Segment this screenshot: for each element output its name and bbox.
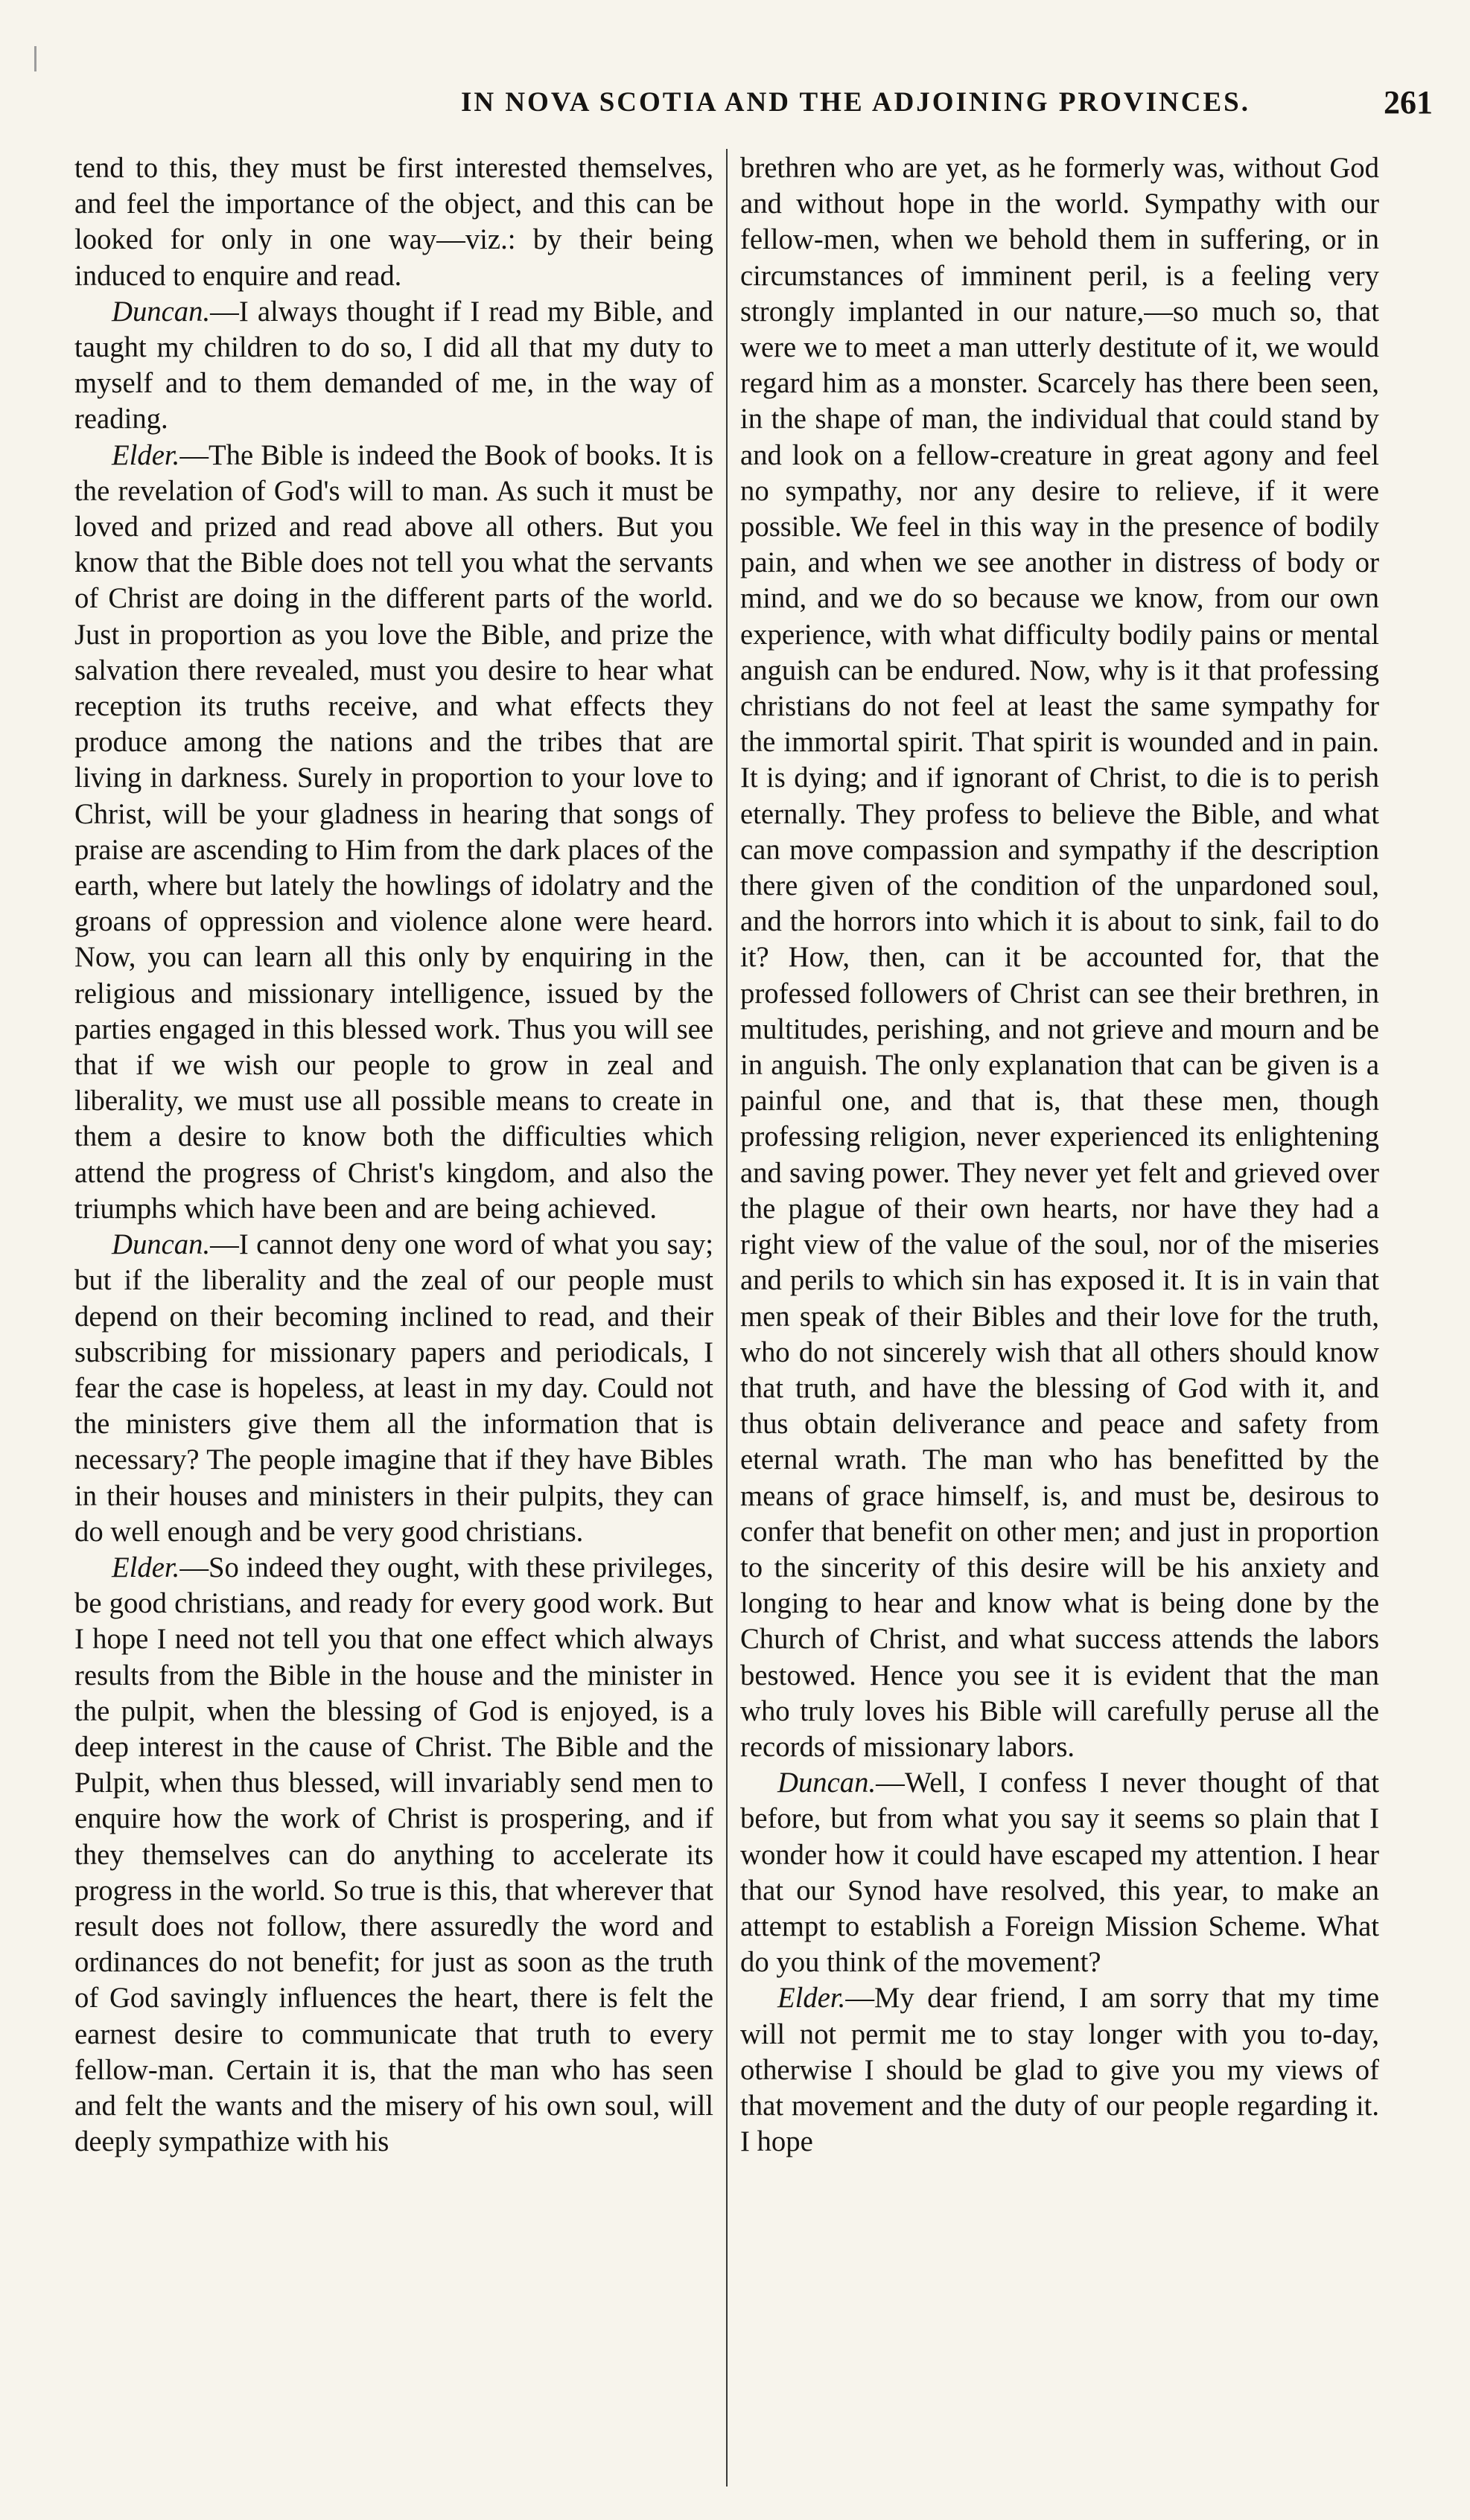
column-divider: [726, 149, 728, 2486]
page-header: [328, 68, 1448, 135]
speaker-name: Elder.: [112, 1551, 180, 1583]
speaker-name: Elder.: [112, 439, 180, 471]
paragraph: [74, 438, 713, 1227]
right-column: [740, 150, 1379, 2160]
paragraph: [740, 1980, 1379, 2160]
left-column: [74, 150, 713, 2160]
paragraph-text: tend to this, they must be first interested themselves, and feel the importance of the object, and this can be looked for only in one way—viz.: by their being induced to enquire and read.: [74, 153, 713, 292]
paragraph-text: —My dear friend, I am sorry that my time will not permit me to stay longer with you to-day, otherwise I should be glad to give you my views of that movement and the duty of our people regarding it. I hope: [740, 1982, 1379, 2158]
paragraph: [740, 1765, 1379, 1980]
speaker-name: Elder.: [777, 1982, 846, 2015]
paragraph: [74, 294, 713, 438]
running-title: IN NOVA SCOTIA AND THE ADJOINING PROVINCES.: [460, 86, 1251, 118]
paragraph: [74, 1550, 713, 2160]
paragraph: [74, 1227, 713, 1550]
paragraph-text: —So indeed they ought, with these privileges, be good christians, and ready for every good work. But I hope I need not tell you that one effect which always results from the Bible in the house and the minister in the pulpit, when the blessing of God is enjoyed, is a deep interest in the cause of Christ. The Bible and the Pulpit, when thus blessed, will invariably send men to enquire how the work of Christ is prospering, and if they themselves can do anything to accelerate its progress in the world. So true is this, that wherever that result does not follow, there assuredly the word and ordinances do not benefit; for just as soon as the truth of God savingly influences the heart, there is felt the earnest desire to communicate that truth to every fellow-man. Certain it is, that the man who has seen and felt the wants and the misery of his own soul, will deeply sympathize with his: [74, 1551, 713, 2158]
paragraph: [74, 150, 713, 294]
paragraph-text: —Well, I confess I never thought of that before, but from what you say it seems so plain that I wonder how it could have escaped my attention. I hear that our Synod have resolved, this year, to make an attempt to establish a Foreign Mission Scheme. What do you think of the movement?: [740, 1767, 1379, 1979]
speaker-name: Duncan.: [112, 1229, 211, 1261]
paragraph: [740, 150, 1379, 1765]
scan-edge-mark: [34, 46, 36, 71]
speaker-name: Duncan.: [112, 296, 211, 328]
paragraph-text: brethren who are yet, as he formerly was, without God and without hope in the world. Sympathy with our fellow-men, when we behold them in suffering, or in circumstances of imminent peril, is a feeling very strongly implanted in our nature,—so much so, that were we to meet a man utterly destitute of it, we would regard him as a monster. Scarcely has there been seen, in the shape of man, the individual that could stand by and look on a fellow-creature in great agony and feel no sympathy, nor any desire to relieve, if it were possible. We feel in this way in the presence of bodily pain, and when we see another in distress of body or mind, and we do so because we know, from our own experience, with what difficulty bodily pains or mental anguish can be endured. Now, why is it that professing christians do not feel at least the same sympathy for the immortal spirit. That spirit is wounded and in pain. It is dying; and if ignorant of Christ, to die is to perish eternally. They profess to believe the Bible, and what can move compassion and sympathy if the description there given of the condition of the unpardoned soul, and the horrors into which it is about to sink, fail to do it? How, then, can it be accounted for, that the professed followers of Christ can see their brethren, in multitudes, perishing, and not grieve and mourn and be in anguish. The only explanation that can be given is a painful one, and that is, that these men, though professing religion, never experienced its enlightening and saving power. They never yet felt and grieved over the plague of their own hearts, nor have they had a right view of the value of the soul, nor of the miseries and perils to which sin has exposed it. It is in vain that men speak of their Bibles and their love for the truth, who do not sincerely wish that all others should know that truth, and have the blessing of God with it, and thus obtain deliverance and peace and safety from eternal wrath. The man who has benefitted by the means of grace himself, is, and must be, desirous to confer that benefit on other men; and just in proportion to the sincerity of this desire will be his anxiety and longing to hear and know what is being done by the Church of Christ, and what success attends the labors bestowed. Hence you see it is evident that the man who truly loves his Bible will carefully peruse all the records of missionary labors.: [740, 153, 1379, 1763]
page-number: 261: [1384, 83, 1433, 121]
speaker-name: Duncan.: [777, 1767, 876, 1799]
paragraph-text: —The Bible is indeed the Book of books. It is the revelation of God's will to man. As such it must be loved and prized and read above all others. But you know that the Bible does not tell you what the servants of Christ are doing in the different parts of the world. Just in proportion as you love the Bible, and prize the salvation there revealed, must you desire to hear what reception its truths receive, and what effects they produce among the nations and the tribes that are living in darkness. Surely in proportion to your love to Christ, will be your gladness in hearing that songs of praise are ascending to Him from the dark places of the earth, where but lately the howlings of idolatry and the groans of oppression and violence alone were heard. Now, you can learn all this only by enquiring in the religious and missionary intelligence, issued by the parties engaged in this blessed work. Thus you will see that if we wish our people to grow in zeal and liberality, we must use all possible means to create in them a desire to know both the difficulties which attend the progress of Christ's kingdom, and also the triumphs which have been and are being achieved.: [74, 439, 713, 1225]
paragraph-text: —I cannot deny one word of what you say; but if the liberality and the zeal of our people must depend on their becoming inclined to read, and their subscribing for missionary papers and periodicals, I fear the case is hopeless, at least in my day. Could not the ministers give them all the information that is necessary? The people imagine that if they have Bibles in their houses and ministers in their pulpits, they can do well enough and be very good christians.: [74, 1229, 713, 1548]
paragraph-text: —I always thought if I read my Bible, and taught my children to do so, I did all that my duty to myself and to them demanded of me, in the way of reading.: [74, 296, 713, 436]
